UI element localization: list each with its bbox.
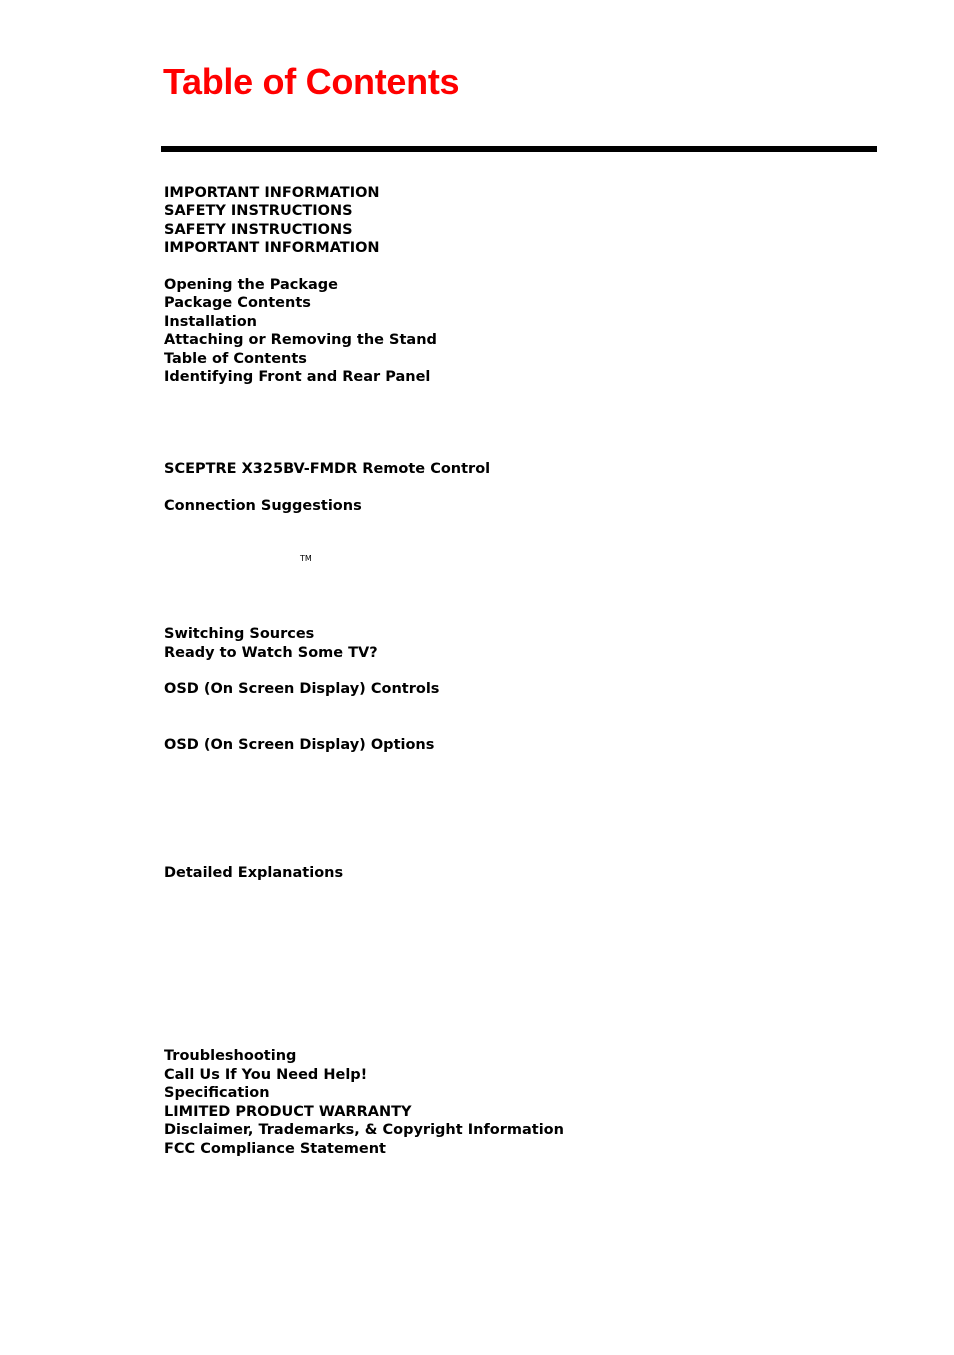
toc-entry[interactable]: OSD (On Screen Display) Options — [164, 737, 435, 753]
toc-entry[interactable]: Ready to Watch Some TV? — [164, 645, 378, 661]
title-divider — [161, 146, 877, 152]
toc-entry[interactable]: Disclaimer, Trademarks, & Copyright Information — [164, 1122, 564, 1138]
toc-entry[interactable]: OSD (On Screen Display) Controls — [164, 681, 440, 697]
toc-entry[interactable]: IMPORTANT INFORMATION — [164, 240, 380, 256]
toc-entry[interactable]: Switching Sources — [164, 626, 315, 642]
trademark-mark: TM — [300, 554, 312, 563]
toc-entry[interactable]: Specification — [164, 1085, 270, 1101]
toc-entry[interactable]: SAFETY INSTRUCTIONS — [164, 203, 353, 219]
toc-entry[interactable]: SCEPTRE X325BV-FMDR Remote Control — [164, 461, 491, 477]
toc-entry[interactable]: LIMITED PRODUCT WARRANTY — [164, 1104, 412, 1120]
toc-entry[interactable]: IMPORTANT INFORMATION — [164, 185, 380, 201]
toc-entry[interactable]: SAFETY INSTRUCTIONS — [164, 222, 353, 238]
toc-entry[interactable]: Installation — [164, 314, 257, 330]
toc-entry[interactable]: Connection Suggestions — [164, 498, 362, 514]
toc-entry[interactable]: Detailed Explanations — [164, 865, 344, 881]
toc-entry[interactable]: Attaching or Removing the Stand — [164, 332, 437, 348]
page-title: Table of Contents — [163, 61, 460, 102]
toc-entry[interactable]: Opening the Package — [164, 277, 338, 293]
toc-entry[interactable]: Call Us If You Need Help! — [164, 1067, 368, 1083]
toc-entry[interactable]: Troubleshooting — [164, 1048, 297, 1064]
toc-entry[interactable]: Table of Contents — [164, 351, 307, 367]
toc-entry[interactable]: Identifying Front and Rear Panel — [164, 369, 431, 385]
toc-entry[interactable]: FCC Compliance Statement — [164, 1141, 386, 1157]
toc-entry[interactable]: Package Contents — [164, 295, 311, 311]
